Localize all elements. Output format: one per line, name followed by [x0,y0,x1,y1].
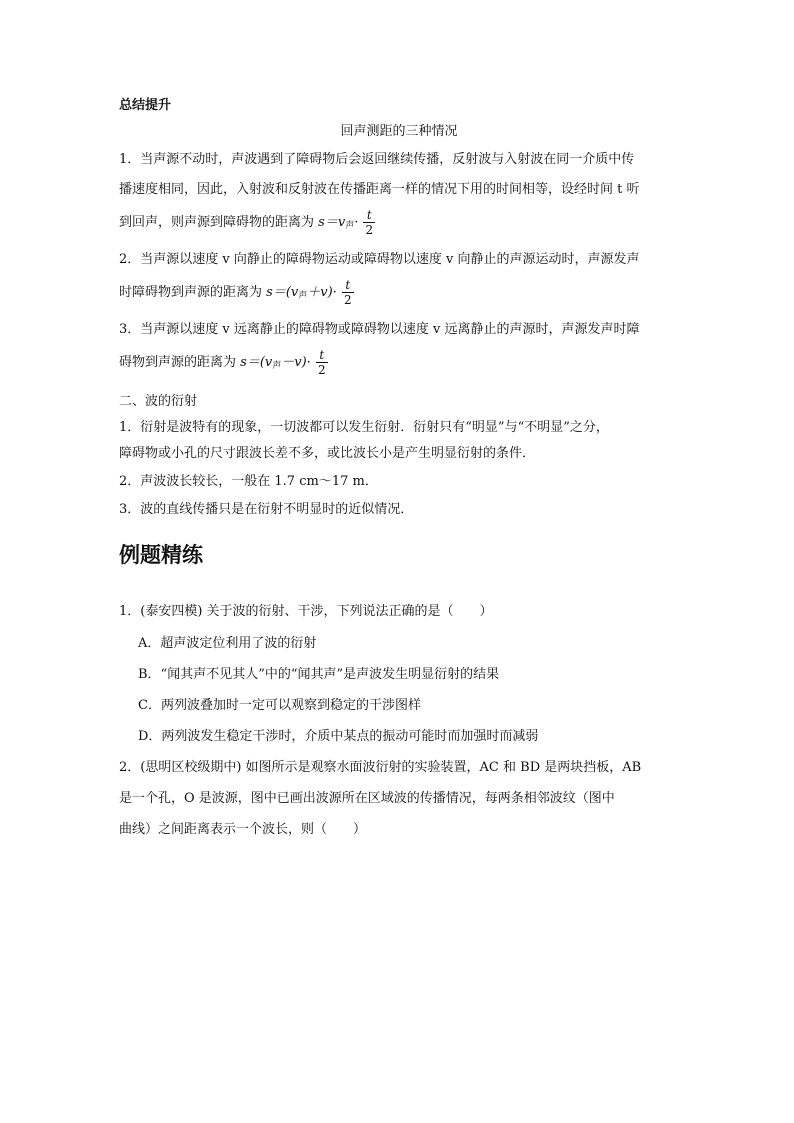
q2-line1: 2．(思明区校级期中) 如图所示是观察水面波衍射的实验装置，AC 和 BD 是两块挡板，AB [119,760,642,775]
diffraction-item2: 2．声波波长较长，一般在 1.7 cm～17 m． [119,474,378,489]
case1-formula-lhs: s＝v [318,215,346,230]
case2-line1: 2．当声源以速度 v 向静止的障碍物运动或障碍物以速度 v 向静止的声源运动时，声源发声 [119,252,640,267]
q1-option-b: B．“闻其声不见其人”中的“闻其声”是声波发生明显衍射的结果 [138,667,500,682]
case1-formula-sub: 声 [345,221,355,231]
summary-subtitle: 回声测距的三种情况 [340,124,458,139]
case1-dot: · [354,215,359,230]
case1-line3-prefix: 到回声，则声源到障碍物的距离为 [119,215,315,230]
case3-line2 [119,348,679,381]
case2-formula-lhs: s＝(v [266,285,299,300]
case3-formula-lhs: s＝(v [240,355,273,370]
case1-frac-num: t [363,208,375,223]
case1-line3 [119,208,679,241]
case3-fraction [316,348,328,377]
case2-frac-num: t [342,278,354,293]
case3-line2-prefix: 碍物到声源的距离为 [119,355,237,370]
diffraction-item3: 3．波的直线传播只是在衍射不明显时的近似情况． [119,502,414,517]
summary-heading: 总结提升 [119,98,172,113]
case1-line1: 1．当声源不动时，声波遇到了障碍物后会返回继续传播，反射波与入射波在同一介质中传 [119,152,635,167]
case3-formula-rest: －v)· [281,355,311,370]
case2-fraction [342,278,354,307]
case2-formula-sub: 声 [298,291,308,301]
case1-fraction [363,208,375,237]
case1-frac-den: 2 [365,223,374,237]
case2-line2-prefix: 时障碍物到声源的距离为 [119,285,263,300]
q1-option-c: C．两列波叠加时一定可以观察到稳定的干涉图样 [138,698,421,713]
q2-line2: 是一个孔，O 是波源，图中已画出波源所在区域波的传播情况，每两条相邻波纹（图中 [119,791,615,806]
q2-line3: 曲线）之间距离表示一个波长，则（ ） [119,822,367,837]
examples-heading: 例题精练 [119,543,203,567]
case3-frac-den: 2 [317,363,326,377]
case2-formula-rest: ＋v)· [307,285,337,300]
q1-stem: 1．(泰安四模) 关于波的衍射、干涉，下列说法正确的是（ ） [119,604,493,619]
case3-line1: 3．当声源以速度 v 远离静止的障碍物或障碍物以速度 v 远离静止的声源时，声源发声时障 [119,322,640,337]
case3-frac-num: t [316,348,328,363]
q1-option-a: A．超声波定位利用了波的衍射 [138,636,317,651]
case3-formula-sub: 声 [272,361,282,371]
diffraction-item1-line1: 1．衍射是波特有的现象，一切波都可以发生衍射．衍射只有“明显”与“不明显”之分， [119,420,609,435]
q1-option-d: D．两列波发生稳定干涉时，介质中某点的振动可能时而加强时而减弱 [138,729,539,744]
case1-line2: 播速度相同，因此，入射波和反射波在传播距离一样的情况下用的时间相等，设经时间 t 听 [119,182,640,197]
case2-line2 [119,278,679,311]
case2-frac-den: 2 [343,293,352,307]
diffraction-heading: 二、波的衍射 [119,394,198,409]
diffraction-item1-line2: 障碍物或小孔的尺寸跟波长差不多，或比波长小是产生明显衍射的条件． [119,446,536,461]
